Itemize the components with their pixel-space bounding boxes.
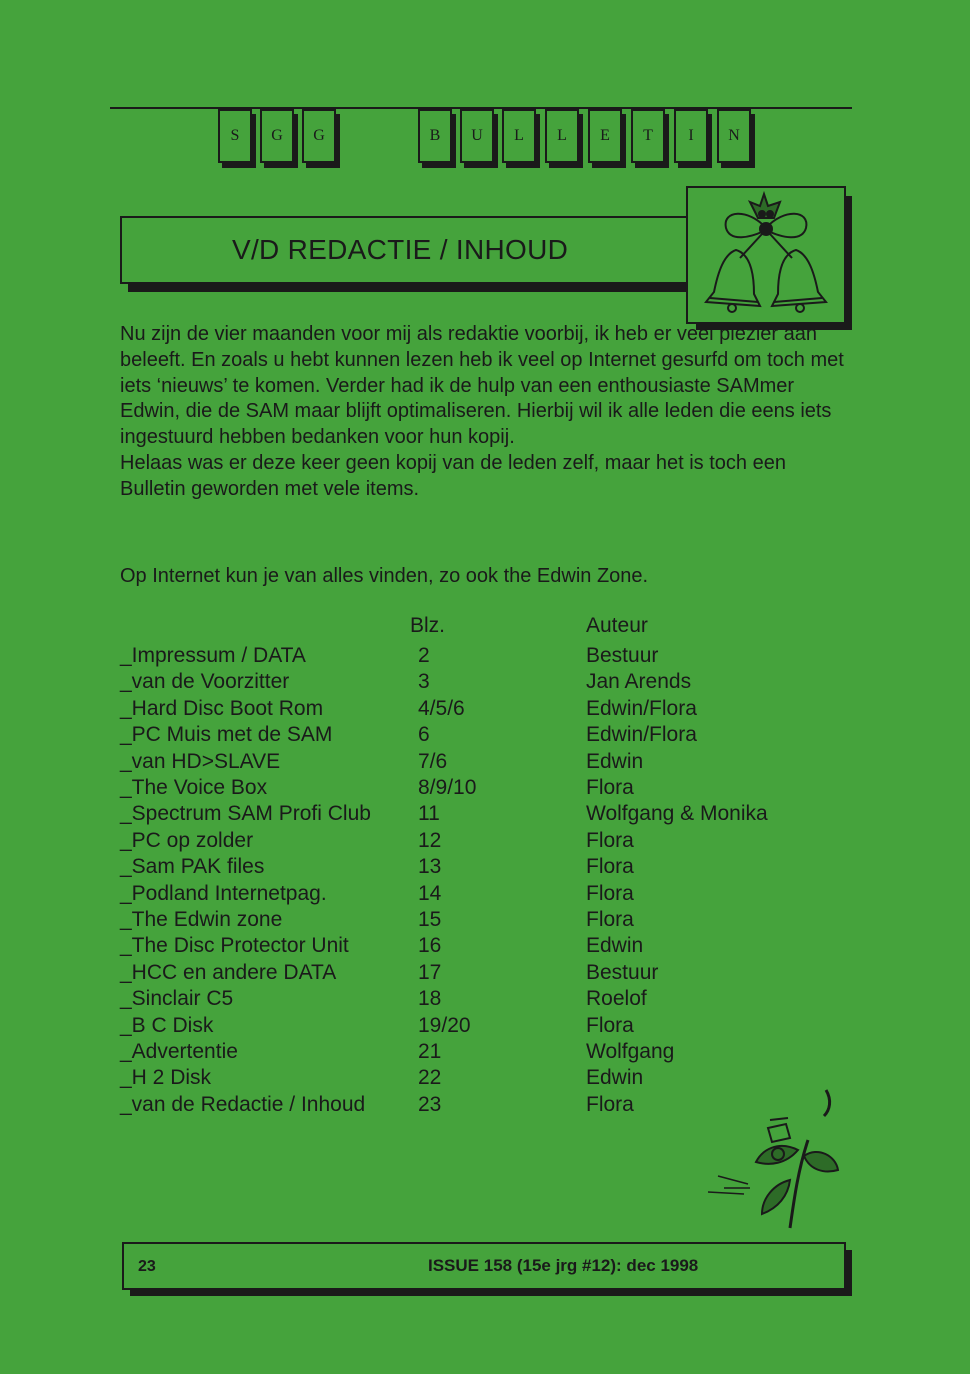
toc-page: 11 — [418, 802, 440, 826]
toc-page: 16 — [418, 934, 442, 958]
sgg-letter-box: G — [260, 109, 294, 163]
bulletin-letter-box: L — [502, 109, 536, 163]
toc-title: _van de Redactie / Inhoud — [120, 1092, 366, 1116]
toc-author: Flora — [586, 828, 634, 852]
toc-author: Flora — [586, 1092, 634, 1116]
toc-title: _PC Muis met de SAM — [120, 723, 333, 747]
toc-title: _Podland Internetpag. — [120, 881, 327, 905]
bulletin-letter-box: U — [460, 109, 494, 163]
toc-title: _Spectrum SAM Profi Club — [120, 802, 371, 826]
toc-title: _The Disc Protector Unit — [120, 934, 349, 958]
toc-author: Wolfgang & Monika — [586, 802, 768, 826]
toc-title: _van HD>SLAVE — [120, 749, 281, 773]
intro-paragraph-1: Nu zijn de vier maanden voor mij als redaktie voorbij, ik heb er veel plezier aan beleeft. En zoals u hebt kunnen lezen heb ik veel op Internet gesurfd om toch met iets ‘nieuws’ te komen. Verder had ik de hulp van een enthousiaste SAMmer Edwin, die de SAM maar blijft optimaliseren. Hierbij wil ik alle leden die eens iets ingestuurd hebben bedanken voor hun kopij. — [120, 323, 844, 449]
toc-author: Edwin — [586, 749, 644, 773]
toc-author: Bestuur — [586, 960, 659, 984]
toc-title: _The Voice Box — [120, 776, 268, 799]
toc-author: Wolfgang — [586, 1040, 675, 1063]
toc-title: _Impressum / DATA — [120, 644, 306, 667]
bulletin-letter-box: B — [418, 109, 452, 163]
toc-page: 17 — [418, 960, 442, 984]
intro-paragraph-3: Op Internet kun je van alles vinden, zo ook the Edwin Zone. — [120, 565, 649, 587]
toc-header-page: Blz. — [410, 614, 446, 637]
toc-author: Bestuur — [586, 644, 659, 667]
toc-page: 14 — [418, 881, 442, 905]
bulletin-letter-box: E — [588, 109, 622, 163]
sgg-letter-box: G — [302, 109, 336, 163]
toc-author: Flora — [586, 776, 634, 799]
toc-author: Edwin — [586, 1066, 644, 1090]
toc-author: Edwin/Flora — [586, 723, 697, 747]
toc-header-author: Auteur — [586, 614, 648, 637]
toc-page: 12 — [418, 828, 442, 852]
christmas-bells-icon — [688, 188, 844, 322]
toc-page: 4/5/6 — [418, 696, 465, 720]
toc-page: 19/20 — [418, 1013, 471, 1037]
title-banner — [120, 216, 694, 284]
toc-page: 2 — [418, 644, 430, 667]
toc-title: _Sinclair C5 — [120, 987, 234, 1011]
toc-page: 22 — [418, 1066, 442, 1090]
bulletin-letter-box: I — [674, 109, 708, 163]
toc-title: _Advertentie — [120, 1040, 238, 1063]
toc-author: Flora — [586, 855, 634, 879]
intro-text — [120, 322, 850, 503]
toc-title: _Hard Disc Boot Rom — [120, 696, 324, 720]
toc-author: Roelof — [586, 987, 647, 1011]
toc-page: 7/6 — [418, 749, 448, 773]
toc-author: Edwin/Flora — [586, 696, 697, 720]
toc-title: _PC op zolder — [120, 828, 254, 852]
holly-sprig-icon — [678, 1080, 850, 1240]
bulletin-letter-box: N — [717, 109, 751, 163]
toc-page: 18 — [418, 987, 442, 1011]
toc-author: Edwin — [586, 934, 644, 958]
toc-page: 8/9/10 — [418, 776, 477, 799]
toc-title: _Sam PAK files — [120, 855, 265, 879]
footer-page-number: 23 — [138, 1258, 156, 1275]
toc-title: _The Edwin zone — [120, 908, 283, 931]
bulletin-letter-box: L — [545, 109, 579, 163]
toc-page: 3 — [418, 670, 430, 694]
toc-author: Jan Arends — [586, 670, 692, 694]
toc-author: Flora — [586, 908, 634, 931]
toc-page: 13 — [418, 855, 442, 879]
footer-issue: ISSUE 158 (15e jrg #12): dec 1998 — [428, 1256, 699, 1275]
toc-title: _van de Voorzitter — [120, 670, 290, 694]
toc-page: 6 — [418, 723, 430, 747]
toc-page: 15 — [418, 908, 442, 931]
toc-title: _H 2 Disk — [120, 1066, 212, 1090]
sgg-letter-box: S — [218, 109, 252, 163]
page-title: V/D REDACTIE / INHOUD — [232, 234, 569, 265]
bell-box — [686, 186, 846, 324]
toc-title: _B C Disk — [120, 1013, 214, 1037]
footer-bar — [122, 1242, 846, 1290]
toc-author: Flora — [586, 1013, 634, 1037]
intro-paragraph-2: Helaas was er deze keer geen kopij van de leden zelf, maar het is toch een Bulletin geworden met vele items. — [120, 451, 786, 500]
toc-page: 23 — [418, 1092, 442, 1116]
bulletin-letter-box: T — [631, 109, 665, 163]
toc-page: 21 — [418, 1040, 442, 1063]
toc-title: _HCC en andere DATA — [120, 960, 337, 984]
toc-author: Flora — [586, 881, 634, 905]
